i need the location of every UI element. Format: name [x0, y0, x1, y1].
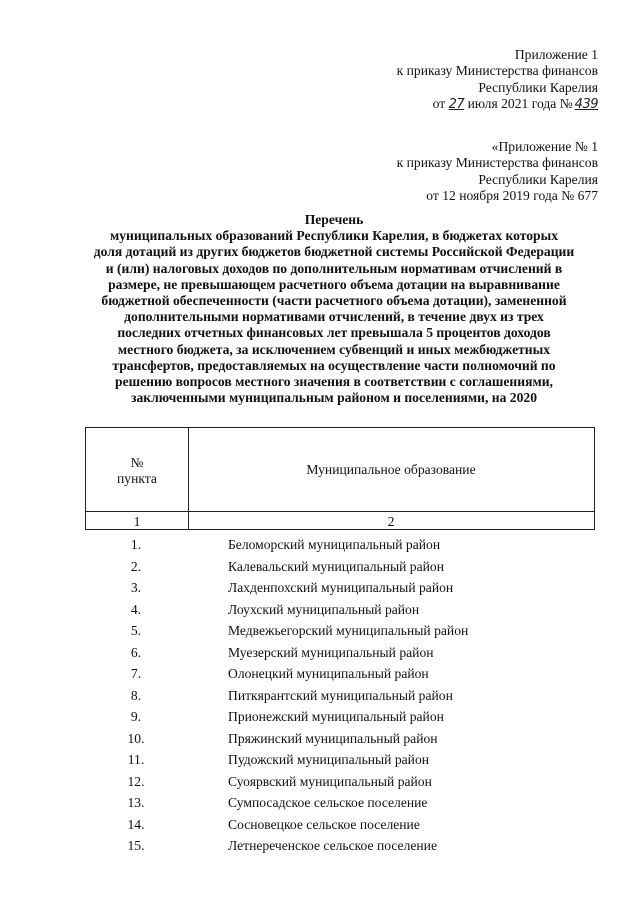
municipality-list [85, 535, 595, 858]
column-header-number-sign: № [130, 455, 144, 470]
row-number: 6. [130, 644, 142, 660]
title-heading: Перечень [304, 212, 364, 227]
appendix-1-date-line [397, 96, 598, 113]
title-line: решению вопросов местного значения в соответствии с соглашениями, [115, 374, 553, 390]
table-row [85, 729, 595, 751]
title-line: заключенными муниципальным районом и поселениями, на 2020 [130, 390, 537, 406]
table-row [85, 793, 595, 815]
title-line: местного бюджета, за исключением субвенций и иных межбюджетных [117, 341, 551, 357]
table-row [85, 643, 595, 665]
title-line: муниципальных образований Республики Карелия, в бюджетах которых [110, 228, 558, 244]
title-line: доля дотаций из других бюджетов бюджетной системы Российской Федерации [93, 244, 575, 260]
table-row [85, 600, 595, 622]
appendix-2-date-line: от 12 ноября 2019 года № 677 [426, 187, 598, 203]
appendix-2-republic-line: Республики Карелия [478, 171, 598, 187]
table-row [85, 664, 595, 686]
header-divider [86, 511, 594, 512]
appendix-2-title: «Приложение № 1 [491, 139, 598, 154]
row-number: 10. [127, 730, 145, 746]
table-row [85, 621, 595, 643]
table-row [85, 772, 595, 794]
table-row [85, 815, 595, 837]
municipality-name: Питкярантский муниципальный район [228, 687, 453, 703]
municipality-name: Калевальский муниципальный район [228, 558, 444, 574]
title-line: размере, не превышающем расчетного объема дотации на выравнивание [108, 276, 560, 292]
row-number: 13. [127, 795, 145, 810]
municipality-name: Летнереченское сельское поселение [228, 838, 437, 853]
appendix-1-republic-line: Республики Карелия [478, 79, 598, 95]
row-number: 11. [127, 752, 145, 767]
table-row [85, 535, 595, 557]
table-row [85, 750, 595, 772]
date-rest: июля 2021 года № [467, 95, 573, 111]
title-line: и (или) налоговых доходов по дополнительным нормативам отчислений в [105, 260, 563, 276]
title-line: последних отчетных финансовых лет превышала 5 процентов доходов [117, 325, 551, 341]
municipality-name: Медвежьегорский муниципальный район [228, 623, 469, 638]
column-index-1: 1 [133, 514, 141, 529]
appendix-1-title: Приложение 1 [514, 47, 598, 62]
municipality-name: Пудожский муниципальный район [228, 752, 430, 767]
municipality-name: Муезерский муниципальный район [228, 644, 434, 660]
column-header-municipality: Муниципальное образование [306, 462, 476, 477]
title-line: дополнительными нормативами отчислений, в течение двух из трех [124, 309, 544, 325]
table-row [85, 707, 595, 729]
handwritten-day: 27 [448, 96, 465, 112]
table-row [85, 578, 595, 600]
municipality-name: Лоухский муниципальный район [228, 601, 420, 617]
table-header [85, 427, 595, 530]
column-index-2: 2 [387, 514, 395, 529]
appendix-1-header [397, 47, 598, 113]
title-text [60, 228, 608, 406]
row-number: 1. [130, 537, 142, 552]
row-number: 2. [130, 558, 142, 574]
row-number: 3. [130, 580, 142, 595]
municipality-name: Лахденпохский муниципальный район [228, 580, 454, 595]
row-number: 4. [130, 601, 142, 617]
municipality-name: Суоярвский муниципальный район [228, 773, 432, 789]
appendix-2-header [397, 139, 598, 204]
table-row [85, 836, 595, 858]
handwritten-order-number: 439 [574, 96, 598, 112]
row-number: 14. [127, 816, 145, 832]
appendix-1-order-line: к приказу Министерства финансов [396, 63, 598, 79]
municipality-name: Пряжинский муниципальный район [228, 730, 438, 746]
title-line: бюджетной обеспеченности (части расчетного объема дотации), замененной [101, 293, 567, 309]
column-header-number-label: пункта [117, 471, 157, 486]
document-title [60, 212, 608, 406]
municipality-name: Олонецкий муниципальный район [228, 666, 429, 681]
table-row [85, 557, 595, 579]
municipality-name: Беломорский муниципальный район [228, 537, 441, 552]
appendix-2-order-line: к приказу Министерства финансов [396, 155, 598, 171]
date-prefix: от [432, 95, 446, 111]
municipality-name: Прионежский муниципальный район [228, 709, 444, 724]
row-number: 5. [130, 623, 142, 638]
row-number: 9. [130, 709, 142, 724]
row-number: 12. [127, 773, 145, 789]
row-number: 7. [130, 666, 142, 681]
row-number: 8. [130, 687, 142, 703]
column-header-number [86, 455, 188, 487]
municipality-name: Сумпосадское сельское поселение [228, 795, 428, 810]
municipality-name: Сосновецкое сельское поселение [228, 816, 420, 832]
title-line: трансфертов, предоставляемых на осуществление части полномочий по [112, 357, 556, 373]
table-row [85, 686, 595, 708]
row-number: 15. [127, 838, 145, 853]
